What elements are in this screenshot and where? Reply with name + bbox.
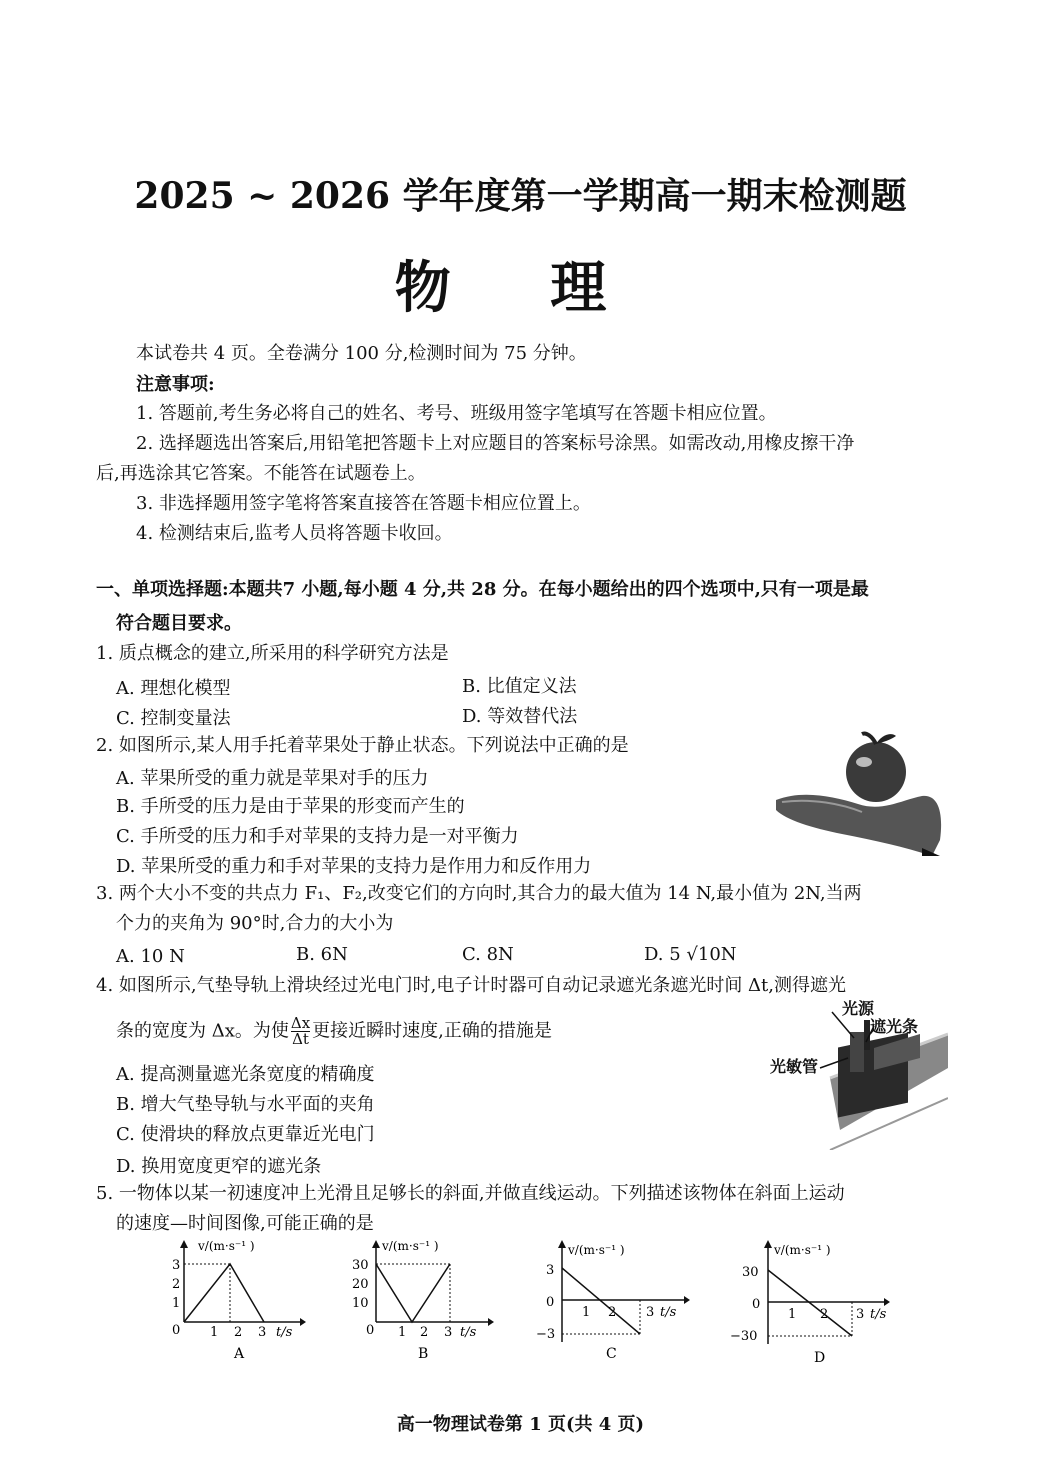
q3-stem-1: 3. 两个大小不变的共点力 F₁、F₂,改变它们的方向时,其合力的最大值为 14 N,最小值为 2N,当两 [96, 883, 862, 904]
notice-heading: 注意事项: [136, 374, 215, 395]
q2-option-d: D. 苹果所受的重力和手对苹果的支持力是作用力和反作用力 [116, 856, 592, 877]
graph-c-ytick-0: 0 [546, 1295, 555, 1310]
graph-d-ylabel: v/(m·s⁻¹ ) [774, 1243, 831, 1257]
graph-a-xtick-2: 2 [234, 1325, 243, 1340]
graph-a-xtick-3: 3 [258, 1325, 267, 1340]
graph-b-ytick-30: 30 [352, 1258, 369, 1273]
q1-option-d: D. 等效替代法 [462, 706, 578, 727]
q1-stem: 1. 质点概念的建立,所采用的科学研究方法是 [96, 643, 449, 664]
graph-a-ylabel: v/(m·s⁻¹ ) [198, 1239, 255, 1253]
graph-a [160, 1238, 310, 1366]
graph-c-xtick-3: 3 [646, 1305, 655, 1320]
q2-stem: 2. 如图所示,某人用手托着苹果处于静止状态。下列说法中正确的是 [96, 735, 629, 756]
graph-d-label: D [814, 1350, 826, 1366]
graph-c-line [562, 1268, 640, 1334]
graph-c-xlabel: t/s [660, 1305, 677, 1320]
fig-label-photosensor: 光敏管 [770, 1057, 819, 1076]
q3-option-b: B. 6N [296, 944, 348, 965]
graph-c-xtick-2: 2 [608, 1305, 617, 1320]
q4-stem-1: 4. 如图所示,气垫导轨上滑块经过光电门时,电子计时器可自动记录遮光条遮光时间 Δt,测得遮光 [96, 975, 847, 996]
section1-heading: 一、单项选择题:本题共7 小题,每小题 4 分,共 28 分。在每小题给出的四个选项中,只有一项是最 [96, 579, 869, 600]
q4-option-b: B. 增大气垫导轨与水平面的夹角 [116, 1094, 375, 1115]
graph-d-xlabel: t/s [870, 1307, 887, 1322]
graph-a-ytick-2: 2 [172, 1277, 181, 1292]
q1-option-a: A. 理想化模型 [116, 678, 231, 699]
page-footer: 高一物理试卷第 1 页(共 4 页) [396, 1414, 645, 1435]
q3-stem-2: 个力的夹角为 90°时,合力的大小为 [116, 913, 394, 934]
section1-heading-cont: 符合题目要求。 [116, 613, 242, 634]
fig-label-light-source: 光源 [842, 999, 875, 1018]
q3-option-a: A. 10 N [116, 946, 185, 967]
subject-title: 物 理 [394, 255, 647, 321]
air-track-photogate-figure [770, 998, 948, 1150]
notice-3: 3. 非选择题用签字笔将答案直接答在答题卡相应位置上。 [136, 493, 591, 514]
q4-stem-2 [116, 1016, 552, 1047]
graph-c-ylabel: v/(m·s⁻¹ ) [568, 1243, 625, 1257]
graph-a-ytick-3: 3 [172, 1258, 181, 1273]
q4-stem-2-pre: 条的宽度为 Δx。为使 [116, 1020, 289, 1042]
graph-c [536, 1238, 696, 1366]
graph-b-xtick-3: 3 [444, 1325, 453, 1340]
graph-d-xtick-1: 1 [788, 1307, 797, 1322]
q2-option-c: C. 手所受的压力和手对苹果的支持力是一对平衡力 [116, 826, 519, 847]
graph-d-xtick-2: 2 [820, 1307, 829, 1322]
q1-option-c: C. 控制变量法 [116, 708, 231, 729]
exam-summary: 本试卷共 4 页。全卷满分 100 分,检测时间为 75 分钟。 [136, 343, 587, 364]
graph-c-label: C [606, 1346, 617, 1362]
graph-a-ytick-1: 1 [172, 1296, 181, 1311]
notice-2: 2. 选择题选出答案后,用铅笔把答题卡上对应题目的答案标号涂黑。如需改动,用橡皮擦干净 [136, 433, 855, 454]
notice-1: 1. 答题前,考生务必将自己的姓名、考号、班级用签字笔填写在答题卡相应位置。 [136, 403, 777, 424]
apple-on-hand-figure [772, 730, 948, 858]
notice-2-cont: 后,再选涂其它答案。不能答在试题卷上。 [96, 463, 426, 484]
q5-stem-2: 的速度—时间图像,可能正确的是 [116, 1213, 374, 1234]
graph-b-ytick-10: 10 [352, 1296, 369, 1311]
q4-option-a: A. 提高测量遮光条宽度的精确度 [116, 1064, 375, 1085]
graph-d-xtick-3: 3 [856, 1307, 865, 1322]
graph-a-xlabel: t/s [276, 1325, 293, 1340]
q5-stem-1: 5. 一物体以某一初速度冲上光滑且足够长的斜面,并做直线运动。下列描述该物体在斜面上运动 [96, 1183, 845, 1204]
graph-b-xtick-2: 2 [420, 1325, 429, 1340]
q3-option-c: C. 8N [462, 944, 514, 965]
q3-option-d: D. 5 √10N [644, 944, 737, 965]
graph-b-ytick-20: 20 [352, 1277, 369, 1292]
graph-d-ytick-0: 0 [752, 1297, 761, 1312]
graph-d-line [768, 1270, 852, 1336]
graph-d-ytick-neg30: −30 [730, 1329, 758, 1344]
graph-d [728, 1238, 898, 1370]
q2-option-b: B. 手所受的压力是由于苹果的形变而产生的 [116, 796, 465, 817]
q4-fraction-den: Δt [292, 1030, 309, 1048]
q4-fraction-num: Δx [290, 1014, 311, 1032]
graph-d-ytick-30: 30 [742, 1265, 759, 1280]
graph-b-line [376, 1264, 450, 1322]
graph-a-xtick-1: 1 [210, 1325, 219, 1340]
q4-stem-2-post: 更接近瞬时速度,正确的措施是 [312, 1020, 552, 1042]
q2-option-a: A. 苹果所受的重力就是苹果对手的压力 [116, 768, 429, 789]
fig-label-shading-strip: 遮光条 [870, 1017, 919, 1036]
graph-c-ytick-3: 3 [546, 1263, 555, 1278]
graph-b-ytick-0: 0 [366, 1323, 375, 1338]
q4-option-d: D. 换用宽度更窄的遮光条 [116, 1156, 322, 1177]
graph-b-xlabel: t/s [460, 1325, 477, 1340]
q4-fraction [291, 1016, 310, 1047]
graph-c-xtick-1: 1 [582, 1305, 591, 1320]
graph-b [348, 1238, 498, 1366]
graph-b-xtick-1: 1 [398, 1325, 407, 1340]
q1-option-b: B. 比值定义法 [462, 676, 577, 697]
graph-b-ylabel: v/(m·s⁻¹ ) [382, 1239, 439, 1253]
notice-4: 4. 检测结束后,监考人员将答题卡收回。 [136, 523, 453, 544]
graph-a-ytick-0: 0 [172, 1323, 181, 1338]
graph-a-line [184, 1264, 264, 1322]
exam-title: 2025 ~ 2026 学年度第一学期高一期末检测题 [134, 175, 907, 217]
q4-option-c: C. 使滑块的释放点更靠近光电门 [116, 1124, 375, 1145]
graph-c-ytick-neg3: −3 [536, 1327, 556, 1342]
graph-b-label: B [418, 1346, 429, 1362]
graph-a-label: A [234, 1346, 245, 1362]
